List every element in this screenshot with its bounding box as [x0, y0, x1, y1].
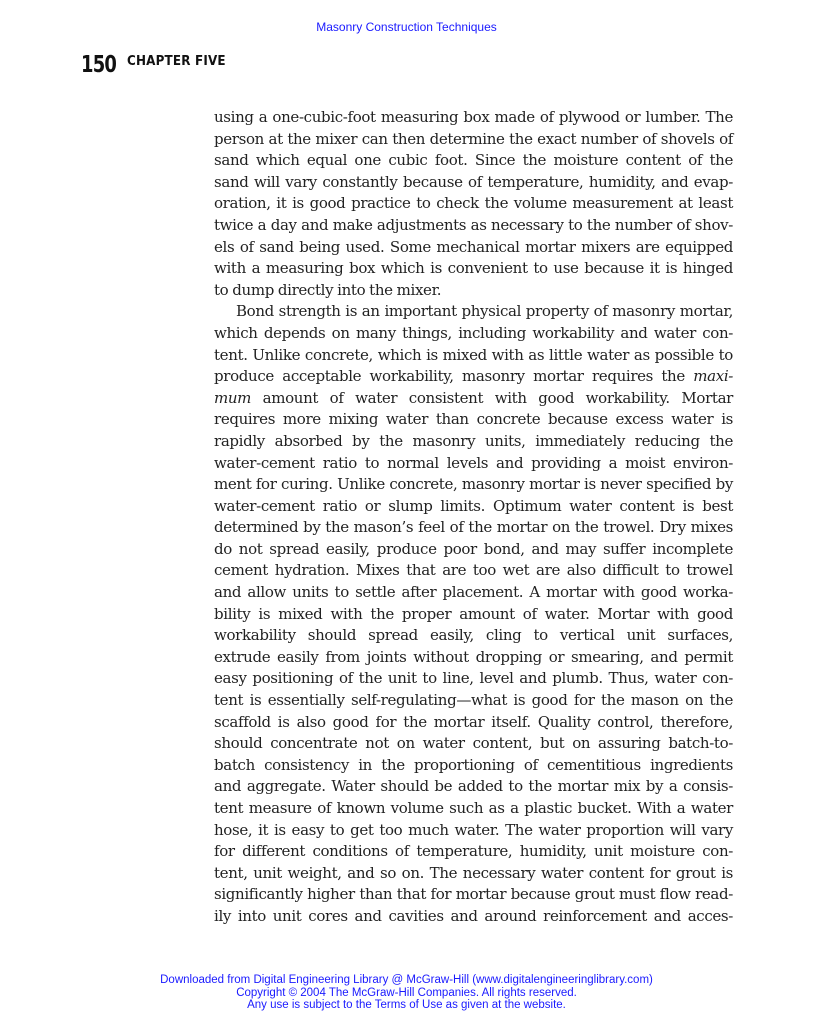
chapter-heading: CHAPTER FIVE: [127, 54, 226, 69]
text-segment: amount of water consistent with good workability. Mortar: [262, 388, 733, 407]
text-line: twice a day and make adjustments as necessary to the number of shov-: [214, 215, 733, 234]
text-line: with a measuring box which is convenient to use because it is hinged: [214, 259, 733, 278]
text-line: and allow units to settle after placement. A mortar with good worka-: [214, 583, 733, 602]
text-line: els of sand being used. Some mechanical mortar mixers are equipped: [214, 237, 733, 256]
text-line: to dump directly into the mixer.: [214, 280, 442, 299]
text-line: workability should spread easily, cling to vertical unit surfaces,: [214, 626, 733, 645]
text-line: water-cement ratio or slump limits. Optimum water content is best: [214, 496, 733, 515]
text-line: water-cement ratio to normal levels and providing a moist environ-: [214, 453, 733, 472]
text-line: should concentrate not on water content, but on assuring batch-to-: [214, 734, 733, 753]
text-line: and aggregate. Water should be added to the mortar mix by a consis-: [214, 777, 733, 796]
text-line: using a one-cubic-foot measuring box made of plywood or lumber. The: [214, 108, 733, 126]
text-line: tent is essentially self-regulating—what is good for the mason on the: [214, 691, 733, 710]
text-line: do not spread easily, produce poor bond, and may suffer incomplete: [214, 539, 733, 558]
text-line: tent, unit weight, and so on. The necessary water content for grout is: [214, 863, 733, 882]
text-line: ment for curing. Unlike concrete, masonry mortar is never specified by: [214, 475, 733, 494]
text-line: which depends on many things, including workability and water con-: [214, 323, 733, 342]
text-line: significantly higher than that for mortar because grout must flow read-: [214, 885, 733, 904]
text-line: [214, 366, 733, 388]
text-line: batch consistency in the proportioning of cementitious ingredients: [214, 755, 733, 774]
book-title-link[interactable]: Masonry Construction Techniques: [316, 20, 497, 34]
footer: [0, 974, 813, 1012]
text-line: requires more mixing water than concrete because excess water is: [214, 410, 733, 429]
footer-terms-link[interactable]: Any use is subject to the Terms of Use as given at the website.: [247, 999, 566, 1011]
text-segment: produce acceptable workability, masonry mortar requires the: [214, 367, 685, 386]
text-line: [214, 388, 733, 410]
text-line: rapidly absorbed by the masonry units, immediately reducing the: [214, 431, 733, 450]
text-line: tent measure of known volume such as a plastic bucket. With a water: [214, 799, 733, 817]
text-line: sand which equal one cubic foot. Since the moisture content of the: [214, 151, 733, 170]
text-line: oration, it is good practice to check the volume measurement at least: [214, 194, 733, 213]
body-text: [214, 107, 733, 928]
text-line: easy positioning of the unit to line, level and plumb. Thus, water con-: [214, 669, 733, 688]
text-line: ily into unit cores and cavities and around reinforcement and acces-: [214, 906, 733, 925]
text-line: sand will vary constantly because of temperature, humidity, and evap-: [214, 172, 733, 191]
page-number: 150: [81, 52, 117, 78]
paragraph-start-line: Bond strength is an important physical property of masonry mortar,: [236, 302, 733, 321]
footer-download-link[interactable]: Downloaded from Digital Engineering Library @ McGraw-Hill (www.digitalengineeringlibrary.com): [160, 974, 653, 986]
emphasis-text: mum: [214, 388, 252, 407]
text-line: tent. Unlike concrete, which is mixed with as little water as possible to: [214, 345, 733, 364]
text-line: person at the mixer can then determine the exact number of shovels of: [214, 129, 733, 148]
text-line: hose, it is easy to get too much water. The water proportion will vary: [214, 820, 733, 839]
text-line: bility is mixed with the proper amount of water. Mortar with good: [214, 604, 733, 623]
text-line: for different conditions of temperature, humidity, unit moisture con-: [214, 842, 733, 861]
text-line: determined by the mason’s feel of the mortar on the trowel. Dry mixes: [214, 518, 733, 537]
text-line: extrude easily from joints without dropping or smearing, and permit: [214, 647, 733, 666]
text-line: cement hydration. Mixes that are too wet are also difficult to trowel: [214, 561, 733, 580]
footer-copyright[interactable]: Copyright © 2004 The McGraw-Hill Companies. All rights reserved.: [236, 986, 577, 999]
emphasis-text: maxi-: [693, 367, 733, 386]
text-line: scaffold is also good for the mortar itself. Quality control, therefore,: [214, 712, 733, 731]
